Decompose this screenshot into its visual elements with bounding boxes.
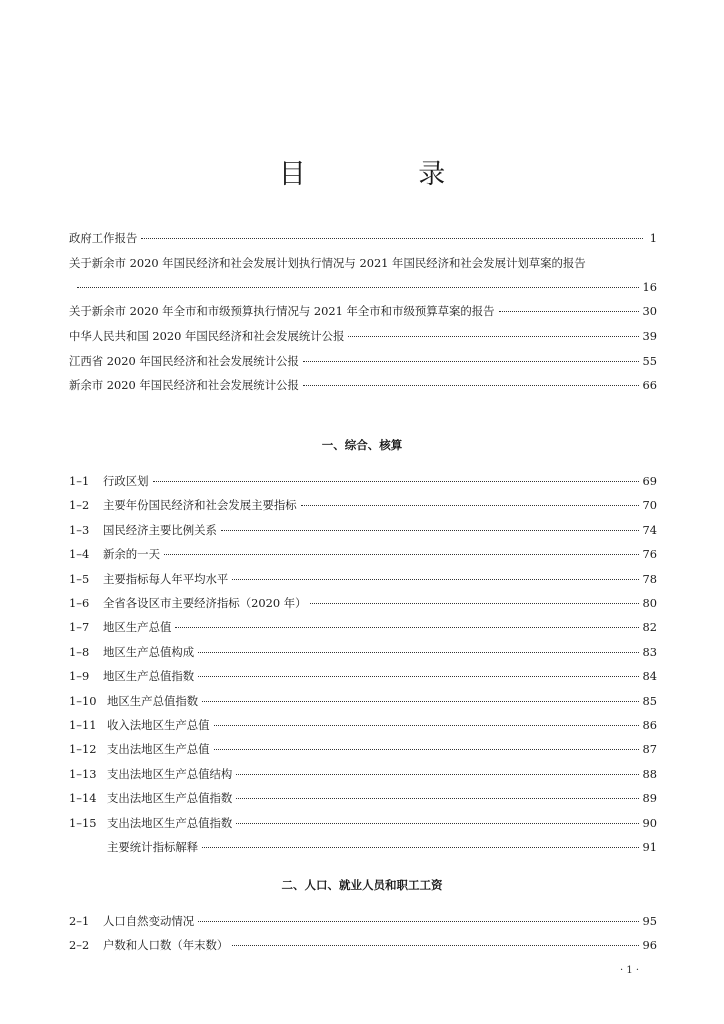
dot-leader <box>303 384 639 386</box>
toc-entry-code: 1–15 <box>69 815 97 830</box>
toc-entry-title: 户数和人口数（年末数） <box>103 938 229 953</box>
toc-entry-title: 行政区划 <box>103 474 149 488</box>
toc-entry-page: 95 <box>642 914 657 928</box>
toc-entry-title: 政府工作报告 <box>69 231 138 245</box>
dot-leader <box>499 310 639 312</box>
toc-entry[interactable] <box>69 766 657 782</box>
toc-entry-page: 66 <box>642 378 657 392</box>
toc-entry-code: 1–3 <box>69 522 90 537</box>
dot-leader <box>348 335 638 337</box>
toc-entry-page: 78 <box>642 571 657 586</box>
toc-entry-page: 89 <box>642 791 657 806</box>
dot-leader <box>214 748 639 750</box>
dot-leader <box>175 626 638 628</box>
dot-leader <box>236 773 638 775</box>
toc-entry-title: 地区生产总值指数 <box>103 669 195 684</box>
toc-entry-page: 39 <box>642 329 657 343</box>
dot-leader <box>236 822 638 824</box>
toc-entry-title: 人口自然变动情况 <box>103 914 195 928</box>
toc-entry-code: 1–11 <box>69 718 97 732</box>
toc-entry-page: 80 <box>642 596 657 610</box>
toc-entry-title: 地区生产总值 <box>103 620 172 635</box>
toc-entry[interactable] <box>69 741 657 757</box>
dot-leader <box>77 286 639 288</box>
toc-entry-code: 1–5 <box>69 571 90 586</box>
toc-entry[interactable] <box>69 644 657 660</box>
toc-entry-title: 全省各设区市主要经济指标（2020 年） <box>103 596 307 610</box>
toc-entry[interactable] <box>69 546 657 562</box>
toc-entry-title: 地区生产总值构成 <box>103 644 195 659</box>
toc-entry-page: 74 <box>642 522 657 537</box>
toc-entry-page: 76 <box>642 547 657 562</box>
toc-entry-page: 30 <box>642 304 657 318</box>
toc-entry[interactable] <box>69 595 657 611</box>
dot-leader <box>153 480 639 482</box>
dot-leader <box>303 360 639 362</box>
toc-entry-page: 16 <box>642 280 657 294</box>
toc-entry[interactable] <box>69 303 657 319</box>
toc-entry-title: 中华人民共和国 2020 年国民经济和社会发展统计公报 <box>69 329 345 343</box>
dot-leader <box>301 504 639 506</box>
toc-entry-page: 87 <box>642 742 657 757</box>
toc-entry-title: 支出法地区生产总值指数 <box>107 815 233 830</box>
dot-leader <box>202 700 638 702</box>
toc-entry-page: 91 <box>642 840 657 854</box>
toc-entry[interactable] <box>69 693 657 709</box>
toc-entry-page: 88 <box>642 766 657 781</box>
toc-entry-page: 96 <box>642 938 657 953</box>
toc-entry-title: 关于新余市 2020 年全市和市级预算执行情况与 2021 年全市和市级预算草案的报告 <box>69 304 495 318</box>
toc-entry-code: 1–14 <box>69 791 97 806</box>
dot-leader <box>198 920 638 922</box>
toc-entry-code: 1–4 <box>69 547 90 562</box>
dot-leader <box>198 675 638 677</box>
toc-entry[interactable] <box>69 717 657 733</box>
dot-leader <box>202 846 638 848</box>
toc-entry[interactable] <box>69 230 657 246</box>
toc-entry-code: 1–13 <box>69 766 97 781</box>
toc-entry[interactable] <box>69 377 657 393</box>
dot-leader <box>310 602 638 604</box>
toc-entry-continuation[interactable] <box>69 279 657 295</box>
section-heading: 二、人口、就业人员和职工工资 <box>281 878 443 892</box>
toc-entry-title: 支出法地区生产总值结构 <box>107 766 233 781</box>
page-title: 目 录 <box>278 159 498 190</box>
toc-entry-title: 江西省 2020 年国民经济和社会发展统计公报 <box>69 354 299 368</box>
section-heading: 一、综合、核算 <box>321 438 403 452</box>
toc-entry-page: 69 <box>642 474 657 488</box>
toc-entry-page: 82 <box>642 620 657 635</box>
page-number: · 1 · <box>620 965 640 976</box>
dot-leader <box>214 724 639 726</box>
toc-entry[interactable] <box>69 815 657 831</box>
toc-entry-code: 2–1 <box>69 914 90 928</box>
toc-entry-code: 1–7 <box>69 620 90 635</box>
toc-entry-code: 1–9 <box>69 669 90 684</box>
toc-entry[interactable] <box>69 839 657 855</box>
toc-entry-code: 1–1 <box>69 474 90 488</box>
toc-entry[interactable] <box>69 790 657 806</box>
toc-entry-page: 55 <box>642 354 657 368</box>
toc-entry-title: 支出法地区生产总值 <box>107 742 210 757</box>
toc-entry[interactable] <box>69 353 657 369</box>
toc-entry[interactable] <box>69 668 657 684</box>
dot-leader <box>232 578 638 580</box>
toc-entry-title: 关于新余市 2020 年国民经济和社会发展计划执行情况与 2021 年国民经济和社会发展计划草案的报告 <box>69 256 586 270</box>
toc-entry-title: 新余的一天 <box>103 547 160 562</box>
toc-entry-page: 86 <box>642 718 657 732</box>
dot-leader <box>232 944 638 946</box>
toc-entry[interactable] <box>69 937 657 953</box>
toc-entry[interactable] <box>69 328 657 344</box>
toc-entry-title: 地区生产总值指数 <box>107 693 199 708</box>
toc-entry-title: 主要指标每人年平均水平 <box>103 571 229 586</box>
toc-entry-title: 主要年份国民经济和社会发展主要指标 <box>103 498 297 513</box>
toc-entry-title: 新余市 2020 年国民经济和社会发展统计公报 <box>69 378 299 392</box>
dot-leader <box>141 237 643 239</box>
toc-entry-code: 1–12 <box>69 742 97 757</box>
toc-entry-title-line[interactable] <box>69 255 657 271</box>
toc-entry-code: 1–2 <box>69 498 90 513</box>
toc-entry-page: 1 <box>649 231 657 245</box>
dot-leader <box>164 553 639 555</box>
toc-entry-page: 85 <box>642 693 657 708</box>
toc-entry-title: 支出法地区生产总值指数 <box>107 791 233 806</box>
toc-entry[interactable] <box>69 497 657 513</box>
toc-entry[interactable] <box>69 619 657 635</box>
toc-entry-page: 84 <box>642 669 657 684</box>
toc-entry-page: 90 <box>642 815 657 830</box>
toc-entry-code: 1–8 <box>69 644 90 659</box>
toc-entry[interactable] <box>69 913 657 929</box>
toc-entry-title: 国民经济主要比例关系 <box>103 522 217 537</box>
toc-entry[interactable] <box>69 522 657 538</box>
toc-entry-code: 1–10 <box>69 693 97 708</box>
dot-leader <box>236 797 638 799</box>
toc-entry-page: 83 <box>642 644 657 659</box>
dot-leader <box>221 529 639 531</box>
toc-entry-code: 2–2 <box>69 938 90 953</box>
toc-entry-page: 70 <box>642 498 657 513</box>
toc-entry[interactable] <box>69 473 657 489</box>
toc-entry-title: 收入法地区生产总值 <box>107 718 210 732</box>
toc-entry-title: 主要统计指标解释 <box>107 840 199 854</box>
dot-leader <box>198 651 638 653</box>
toc-entry[interactable] <box>69 571 657 587</box>
toc-entry-code: 1–6 <box>69 596 90 610</box>
